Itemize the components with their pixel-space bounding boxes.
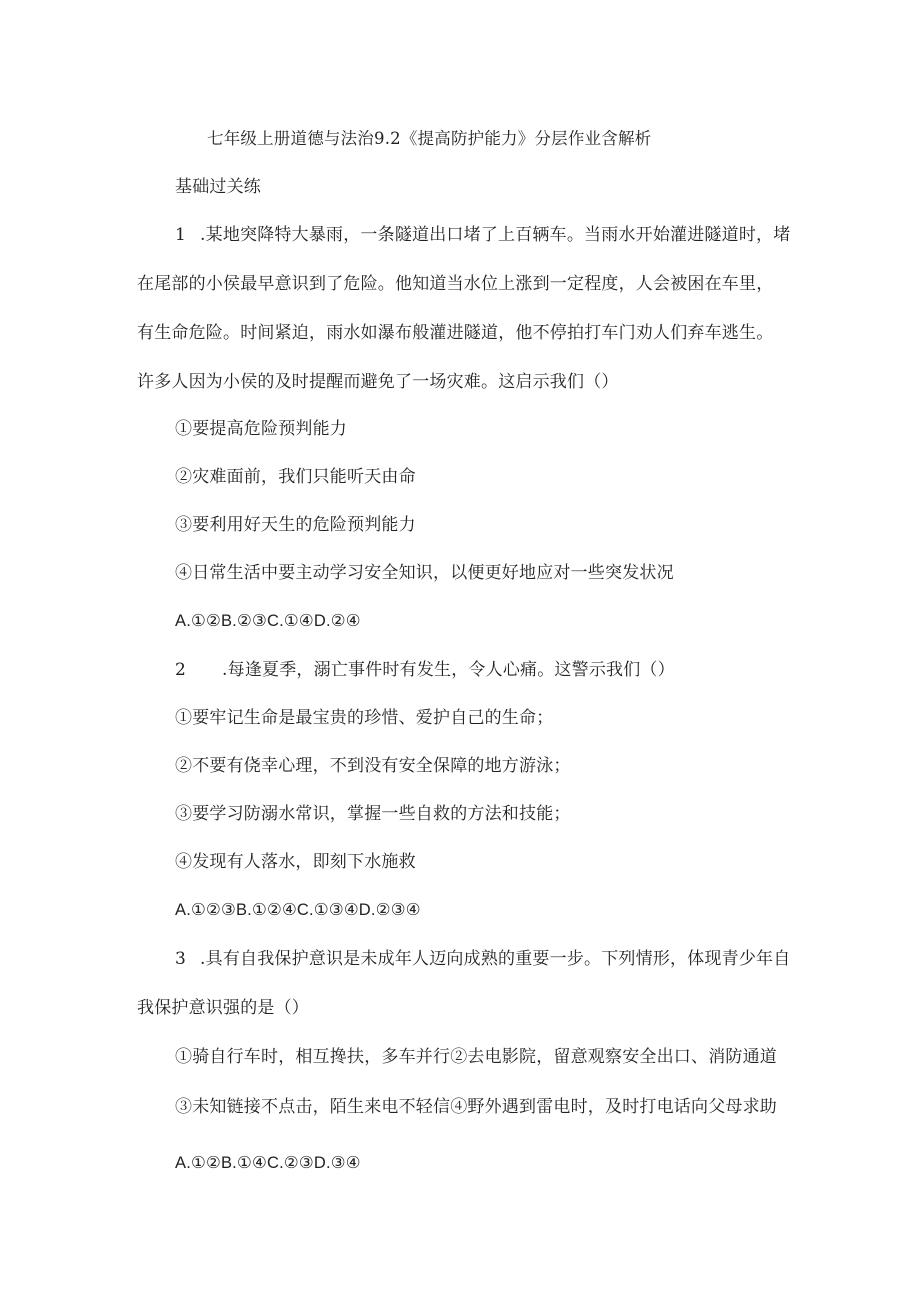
question-2-options: A.①②③B.①②④C.①③④D.②③④ xyxy=(175,901,421,919)
question-1-statement-2: ②灾难面前，我们只能听天由命 xyxy=(175,467,416,487)
question-2-statement-1: ①要牢记生命是最宝贵的珍惜、爱护自己的生命； xyxy=(175,708,554,728)
question-1-line-1 xyxy=(175,224,790,246)
question-3-statement-1: ①骑自行车时，相互搀扶，多车并行②去电影院，留意观察安全出口、消防通道 xyxy=(175,1047,777,1067)
question-1-statement-3: ③要利用好天生的危险预判能力 xyxy=(175,515,416,535)
question-1-stem-4: 许多人因为小侯的及时提醒而避免了一场灾难。这启示我们（） xyxy=(137,372,619,392)
question-3-number: 3 xyxy=(175,949,187,969)
question-2-number: 2 xyxy=(175,660,187,680)
question-2-line-1 xyxy=(175,659,675,681)
question-3-options: A.①②B.①④C.②③D.③④ xyxy=(175,1154,361,1172)
question-1-number: 1 xyxy=(175,225,187,245)
document-title: 七年级上册道德与法治9.2《提高防护能力》分层作业含解析 xyxy=(207,129,652,148)
question-3-stem-2: 我保护意识强的是（） xyxy=(137,998,309,1018)
section-heading: 基础过关练 xyxy=(175,177,261,197)
question-1-stem-1: .某地突降特大暴雨，一条隧道出口堵了上百辆车。当雨水开始灌进隧道时，堵 xyxy=(200,225,791,245)
question-1-statement-4: ④日常生活中要主动学习安全知识，以便更好地应对一些突发状况 xyxy=(175,563,674,583)
question-1-statement-1: ①要提高危险预判能力 xyxy=(175,419,347,439)
question-1-options: A.①②B.②③C.①④D.②④ xyxy=(175,612,361,630)
question-1-stem-3: 有生命危险。时间紧迫，雨水如瀑布般灌进隧道，他不停拍打车门劝人们弃车逃生。 xyxy=(137,323,774,343)
question-3-line-1 xyxy=(175,948,790,970)
question-2-statement-3: ③要学习防溺水常识，掌握一些自救的方法和技能； xyxy=(175,804,571,824)
question-3-statement-2: ③未知链接不点击，陌生来电不轻信④野外遇到雷电时，及时打电话向父母求助 xyxy=(175,1097,777,1117)
question-2-statement-2: ②不要有侥幸心理，不到没有安全保障的地方游泳； xyxy=(175,756,571,776)
question-1-stem-2: 在尾部的小侯最早意识到了危险。他知道当水位上涨到一定程度，人会被困在车里， xyxy=(137,274,774,294)
question-2-statement-4: ④发现有人落水，即刻下水施救 xyxy=(175,852,416,872)
question-3-stem-1: .具有自我保护意识是未成年人迈向成熟的重要一步。下列情形，体现青少年自 xyxy=(200,949,791,969)
question-2-stem-1: .每逢夏季，溺亡事件时有发生，令人心痛。这警示我们（） xyxy=(222,660,675,680)
